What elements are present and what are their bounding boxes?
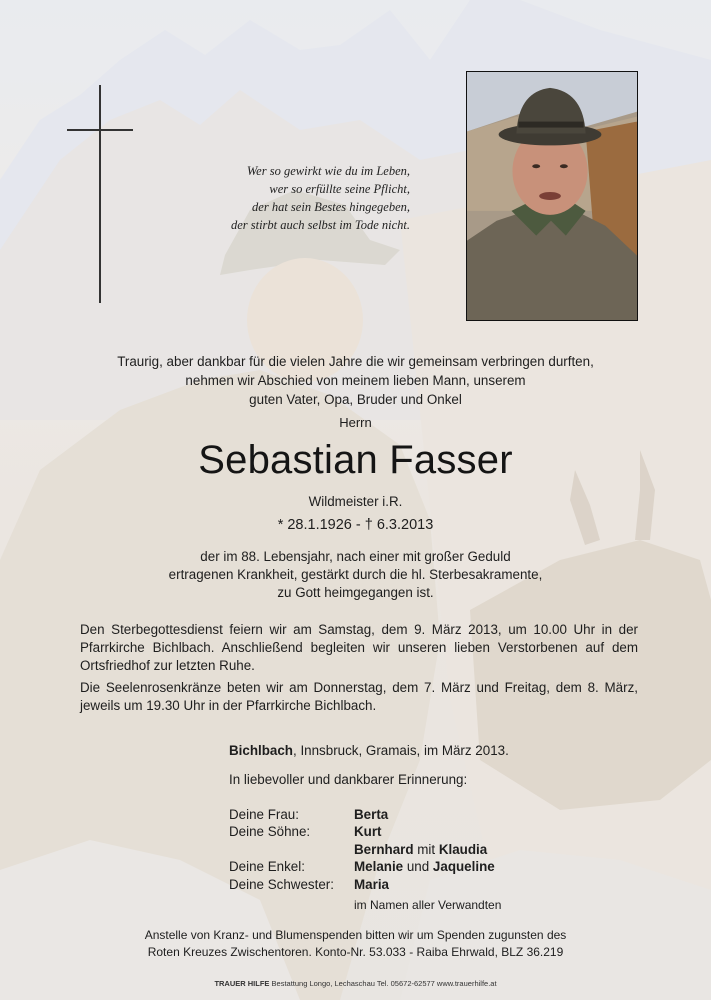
poem-line: wer so erfüllte seine Pflicht,: [269, 182, 410, 196]
family-name: Jaqueline: [432, 859, 495, 875]
intro-line: guten Vater, Opa, Bruder und Onkel: [249, 392, 462, 407]
family-row: [229, 858, 495, 875]
life-dates: * 28.1.1926 - † 6.3.2013: [277, 517, 434, 533]
family-connector: mit: [413, 841, 439, 857]
deceased-name: Sebastian Fasser: [198, 438, 513, 482]
family-name: Bernhard: [354, 841, 414, 857]
family-row: [229, 806, 495, 823]
family-name: Maria: [354, 876, 389, 892]
cross-horizontal-bar: [67, 129, 133, 131]
intro-line: Traurig, aber dankbar für die vielen Jahre die wir gemeinsam verbringen durften,: [117, 354, 594, 369]
passing-line: zu Gott heimgegangen ist.: [277, 585, 434, 600]
cross-vertical-bar: [99, 85, 101, 303]
donation-line: Roten Kreuzes Zwischentoren. Konto-Nr. 53.033 - Raiba Ehrwald, BLZ 36.219: [147, 945, 564, 959]
deceased-title: Wildmeister i.R.: [308, 494, 403, 509]
family-name: Melanie: [354, 859, 404, 875]
passing-line: ertragenen Krankheit, gestärkt durch die hl. Sterbesakramente,: [168, 567, 543, 582]
salutation: Herrn: [339, 415, 372, 430]
donation-line: Anstelle von Kranz- und Blumenspenden bitten wir um Spenden zugunsten des: [144, 928, 567, 942]
donation-request: [60, 927, 651, 961]
intro-line: nehmen wir Abschied von meinem lieben Mann, unserem: [185, 373, 526, 388]
undertaker-footer: [60, 979, 651, 988]
relatives-note: im Namen aller Verwandten: [354, 898, 502, 912]
family-role: Deine Frau:: [229, 807, 299, 822]
family-role: Deine Söhne:: [229, 824, 311, 840]
memorial-poem: [170, 162, 410, 234]
cross-symbol: [67, 85, 133, 305]
place-and-date: [229, 743, 509, 758]
family-role: Deine Schwester:: [229, 876, 334, 892]
intro-text: [60, 352, 651, 409]
family-row: [229, 876, 495, 893]
portrait-image: [467, 72, 637, 320]
undertaker-brand: TRAUER HILFE: [214, 979, 270, 988]
poem-line: Wer so gewirkt wie du im Leben,: [246, 164, 410, 178]
funeral-service-text: Den Sterbegottesdienst feiern wir am Samstag, dem 9. März 2013, um 10.00 Uhr in der Pfarrkirche Bichlbach. Anschließend begleiten wir unseren lieben Verstorbenen auf dem Ortsfriedhof zur letzten Ruhe.: [80, 622, 638, 673]
family-name: Klaudia: [438, 841, 488, 857]
memory-line: In liebevoller und dankbarer Erinnerung:: [229, 772, 468, 787]
passing-line: der im 88. Lebensjahr, nach einer mit großer Geduld: [200, 549, 511, 564]
family-name: Berta: [354, 807, 389, 822]
portrait-photo: [466, 71, 638, 321]
undertaker-details: Bestattung Longo, Lechaschau Tel. 05672-62577 www.trauerhilfe.at: [269, 979, 497, 988]
family-role: Deine Enkel:: [229, 859, 305, 875]
family-list: [229, 806, 495, 893]
family-name: Kurt: [354, 824, 382, 840]
place-town: Bichlbach: [229, 743, 293, 758]
place-rest: , Innsbruck, Gramais, im März 2013.: [293, 743, 509, 758]
family-connector: und: [403, 859, 433, 875]
poem-line: der stirbt auch selbst im Tode nicht.: [230, 218, 410, 232]
family-row: [229, 841, 495, 858]
passing-text: [60, 548, 651, 602]
rosary-text: Die Seelenrosenkränze beten wir am Donnerstag, dem 7. März und Freitag, dem 8. März, jeweils um 19.30 Uhr in der Pfarrkirche Bichlbach.: [80, 680, 638, 713]
poem-line: der hat sein Bestes hingegeben,: [252, 200, 410, 214]
family-row: [229, 823, 495, 840]
